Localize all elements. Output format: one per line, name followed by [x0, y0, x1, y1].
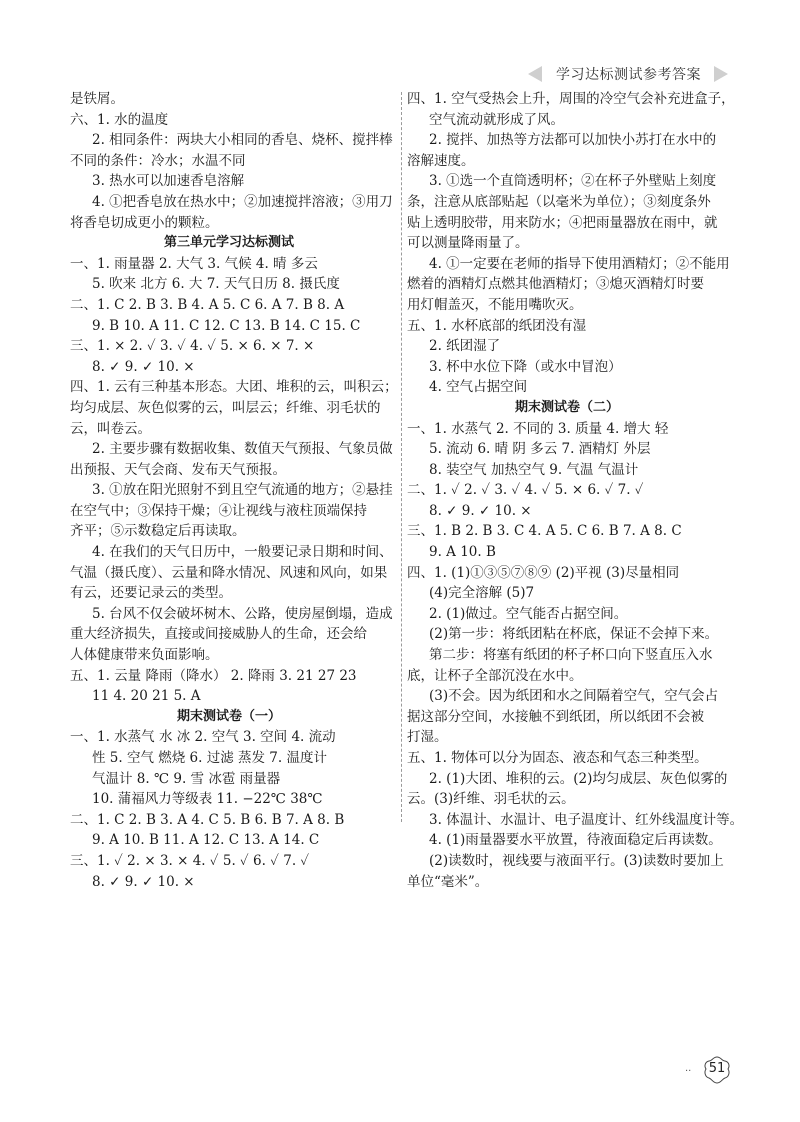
answer-line: 燃着的酒精灯点燃其他酒精灯；③熄灭酒精灯时要 — [407, 276, 704, 293]
answer-line: 贴上透明胶带，用来防水；④把雨量器放在雨中，就 — [407, 214, 718, 231]
answer-line: 六、1. 水的温度 — [70, 111, 169, 128]
answer-line: 10. 蒲福风力等级表 11. −22℃ 38℃ — [92, 791, 323, 808]
answer-line: 五、1. 水杯底部的纸团没有湿 — [407, 317, 587, 334]
answer-line: 2. 纸团湿了 — [429, 338, 501, 355]
answer-line: 3. ①选一个直筒透明杯；②在杯子外壁贴上刻度 — [429, 173, 717, 190]
header-left-arrow-icon — [528, 66, 542, 82]
answer-line: 打湿。 — [407, 729, 448, 746]
right-answer-column — [407, 89, 744, 892]
answer-line: 3. 热水可以加速香皂溶解 — [92, 173, 245, 190]
answer-line: 将香皂切成更小的颗粒。 — [70, 214, 219, 231]
answer-line: 2. 相同条件：两块大小相同的香皂、烧杯、搅拌棒 — [92, 132, 393, 149]
answer-line: 5. 流动 6. 晴 阴 多云 7. 酒精灯 外层 — [429, 441, 651, 458]
answer-line: 一、1. 水蒸气 水 冰 2. 空气 3. 空间 4. 流动 — [70, 729, 336, 746]
running-header — [528, 62, 728, 86]
answer-line: 8. ✓ 9. ✓ 10. × — [429, 502, 532, 519]
answer-line: 9. B 10. A 11. C 12. C 13. B 14. C 15. C — [92, 317, 361, 334]
answer-line: 四、1. 云有三种基本形态。大团、堆积的云，叫积云； — [70, 379, 398, 396]
answer-line: (2)第一步：将纸团粘在杯底，保证不会掉下来。 — [429, 626, 719, 643]
page-number: 51 — [708, 1061, 726, 1076]
answer-line: 据这部分空间，水接触不到纸团，所以纸团不会被 — [407, 708, 704, 725]
answer-line: 出预报、天气会商、发布天气预报。 — [70, 461, 286, 478]
answer-line: 四、1. (1)①③⑤⑦⑧⑨ (2)平视 (3)尽量相同 — [407, 564, 680, 581]
answer-line: 人体健康带来负面影响。 — [70, 647, 219, 664]
answer-line: 4. 空气占据空间 — [429, 379, 528, 396]
answer-line: (2)读数时，视线要与液面平行。(3)读数时要加上 — [429, 852, 724, 869]
answer-line: 在空气中；③保持干燥；④让视线与液柱顶端保持 — [70, 502, 367, 519]
page-number-badge — [685, 1052, 735, 1092]
answer-line: 9. A 10. B 11. A 12. C 13. A 14. C — [92, 832, 320, 849]
answer-line: 五、1. 云量 降雨（降水） 2. 降雨 3. 21 27 23 — [70, 667, 357, 684]
answer-line: 云，叫卷云。 — [70, 420, 151, 437]
answer-line: 2. (1)大团、堆积的云。(2)均匀成层、灰色似雾的 — [429, 770, 728, 787]
answer-line: 单位“毫米”。 — [407, 873, 489, 890]
answer-line: 二、1. C 2. B 3. A 4. C 5. B 6. B 7. A 8. B — [70, 811, 345, 828]
answer-line: 二、1. C 2. B 3. B 4. A 5. C 6. A 7. B 8. A — [70, 296, 345, 313]
section-heading: 期末测试卷（二） — [514, 399, 619, 415]
header-title: 学习达标测试参考答案 — [556, 67, 701, 83]
answer-line: 底，让杯子全部沉没在水中。 — [407, 667, 583, 684]
answer-line: 溶解速度。 — [407, 152, 475, 169]
answer-line: 3. 杯中水位下降（或水中冒泡） — [429, 358, 622, 375]
answer-line: 8. 装空气 加热空气 9. 气温 气温计 — [429, 461, 639, 478]
answer-line: 是铁屑。 — [70, 91, 124, 107]
answer-line: 重大经济损失，直接或间接威胁人的生命，还会给 — [70, 626, 367, 643]
answer-line: 8. ✓ 9. ✓ 10. × — [92, 873, 195, 890]
answer-line: 一、1. 水蒸气 2. 不同的 3. 质量 4. 增大 轻 — [407, 420, 669, 437]
answer-line: 2. 主要步骤有数据收集、数值天气预报、气象员做 — [92, 441, 393, 458]
section-heading: 期末测试卷（一） — [176, 708, 281, 724]
answer-line: 空气流动就形成了风。 — [429, 111, 564, 128]
answer-line: (4)完全溶解 (5)7 — [429, 585, 535, 602]
answer-line: (3)不会。因为纸团和水之间隔着空气，空气会占 — [429, 688, 719, 705]
answer-line: 5. 台风不仅会破坏树木、公路，使房屋倒塌，造成 — [92, 605, 393, 622]
answer-line: 条，注意从底部贴起（以毫米为单位）；③刻度条外 — [407, 193, 711, 210]
answer-line: 3. ①放在阳光照射不到且空气流通的地方；②悬挂 — [92, 482, 393, 499]
answer-line: 可以测量降雨量了。 — [407, 235, 529, 252]
answer-line: 三、1. × 2. ✓ 3. ✓ 4. ✓ 5. × 6. × 7. × — [70, 338, 315, 355]
page-dots: ·· — [685, 1066, 692, 1077]
answer-line: 二、1. ✓ 2. ✓ 3. ✓ 4. ✓ 5. × 6. ✓ 7. ✓ — [407, 482, 644, 499]
answer-line: 气温计 8. ℃ 9. 雪 冰雹 雨量器 — [92, 770, 281, 787]
answer-line: 不同的条件：冷水；水温不同 — [70, 152, 246, 169]
answer-line: 一、1. 雨量器 2. 大气 3. 气候 4. 晴 多云 — [70, 255, 318, 272]
header-right-arrow-icon — [714, 66, 728, 82]
answer-line: 4. (1)雨量器要水平放置，待液面稳定后再读数。 — [429, 832, 722, 849]
answer-line: 11 4. 20 21 5. A — [92, 688, 201, 705]
answer-line: 云。(3)纤维、羽毛状的云。 — [407, 791, 575, 808]
answer-line: 8. ✓ 9. ✓ 10. × — [92, 358, 195, 375]
answer-line: 3. 体温计、水温计、电子温度计、红外线温度计等。 — [429, 811, 744, 828]
answer-line: 五、1. 物体可以分为固态、液态和气态三种类型。 — [407, 750, 708, 766]
answer-line: 4. ①把香皂放在热水中；②加速搅拌溶液；③用刀 — [92, 193, 393, 210]
answer-line: 5. 吹来 北方 6. 大 7. 天气日历 8. 摄氏度 — [92, 276, 340, 293]
answer-line: 齐平；⑤示数稳定后再读取。 — [70, 523, 246, 540]
left-answer-column — [70, 89, 398, 892]
answer-line: 9. A 10. B — [429, 544, 496, 561]
answer-line: 均匀成层、灰色似雾的云，叫层云；纤维、羽毛状的 — [70, 399, 381, 416]
answer-line: 第二步：将塞有纸团的杯子杯口向下竖直压入水 — [429, 647, 713, 664]
answer-line: 有云，还要记录云的类型。 — [70, 585, 232, 602]
answer-line: 四、1. 空气受热会上升，周围的冷空气会补充进盒子， — [407, 91, 735, 107]
answer-line: 4. ①一定要在老师的指导下使用酒精灯；②不能用 — [429, 255, 730, 272]
column-divider — [401, 92, 402, 822]
answer-line: 2. 搅拌、加热等方法都可以加快小苏打在水中的 — [429, 132, 717, 149]
answer-line: 4. 在我们的天气日历中，一般要记录日期和时间、 — [92, 544, 393, 561]
answer-line: 用灯帽盖灭，不能用嘴吹灭。 — [407, 296, 583, 313]
answer-line: 三、1. B 2. B 3. C 4. A 5. C 6. B 7. A 8. C — [407, 523, 682, 540]
answer-line: 三、1. ✓ 2. × 3. × 4. ✓ 5. ✓ 6. ✓ 7. ✓ — [70, 852, 310, 869]
section-heading: 第三单元学习达标测试 — [163, 235, 294, 251]
answer-line: 性 5. 空气 燃烧 6. 过滤 蒸发 7. 温度计 — [92, 750, 327, 766]
answer-line: 气温（摄氏度）、云量和降水情况、风速和风向，如果 — [70, 564, 388, 581]
answer-line: 2. (1)做过。空气能否占据空间。 — [429, 605, 628, 622]
